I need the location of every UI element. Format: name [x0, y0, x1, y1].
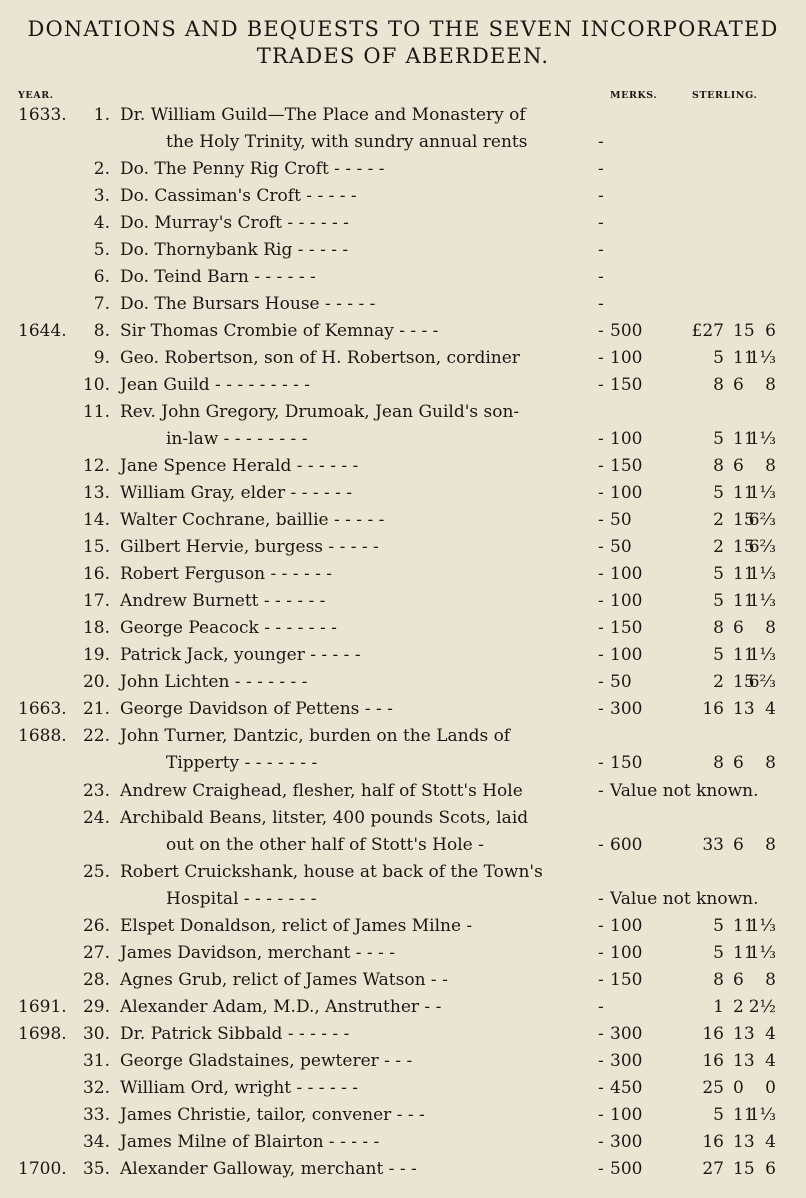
leader-dash: -	[598, 753, 604, 774]
entry-number: 23.	[82, 780, 110, 801]
merks-value: 100	[610, 942, 643, 963]
table-row	[0, 534, 806, 561]
entry-number: 34.	[82, 1131, 110, 1152]
shillings-value: 11	[733, 591, 755, 612]
pence-value: 6	[765, 321, 776, 342]
entry-number: 11.	[82, 402, 110, 423]
pounds-value: 16	[702, 1131, 724, 1152]
merks-value: 100	[610, 483, 643, 504]
merks-value: 150	[610, 375, 643, 396]
leader-dash: -	[598, 672, 604, 693]
donor-description: in-law - - - - - - - -	[166, 429, 308, 450]
pounds-value: 8	[713, 618, 724, 639]
donor-description: Jane Spence Herald - - - - - -	[120, 456, 359, 477]
title-line-2: TRADES OF ABERDEEN.	[256, 44, 550, 68]
pence-value: 6⅔	[748, 537, 776, 558]
table-row	[0, 967, 806, 994]
donor-description: Robert Ferguson - - - - - -	[120, 564, 333, 585]
year-cell: 1691.	[18, 996, 67, 1017]
table-row	[0, 453, 806, 480]
merks-value: 100	[610, 564, 643, 585]
pence-value: 8	[765, 969, 776, 990]
table-row	[0, 940, 806, 967]
table-row	[0, 1048, 806, 1075]
entry-number: 5.	[93, 240, 110, 261]
table-row	[0, 994, 806, 1021]
leader-dash: -	[598, 429, 604, 450]
entry-number: 16.	[82, 564, 110, 585]
donor-description: Archibald Beans, litster, 400 pounds Scots, laid	[120, 807, 529, 828]
pounds-value: 5	[713, 1104, 724, 1125]
pounds-value: 2	[713, 537, 724, 558]
merks-value: 150	[610, 753, 643, 774]
donor-description: Andrew Craighead, flesher, half of Stott's Hole	[120, 780, 523, 801]
pounds-value: 27	[702, 1158, 724, 1179]
leader-dash: -	[598, 483, 604, 504]
donor-description: Do. Teind Barn - - - - - -	[120, 267, 316, 288]
entry-number: 20.	[82, 672, 110, 693]
leader-dash: -	[598, 780, 604, 801]
pounds-value: 16	[702, 1050, 724, 1071]
donor-description: George Davidson of Pettens - - -	[120, 699, 393, 720]
year-cell: 1688.	[18, 726, 67, 747]
shillings-value: 13	[733, 1023, 755, 1044]
table-row	[0, 1102, 806, 1129]
donor-description: Alexander Galloway, merchant - - -	[120, 1158, 417, 1179]
donor-description: out on the other half of Stott's Hole -	[166, 834, 484, 855]
leader-dash: -	[598, 645, 604, 666]
merks-value: 50	[610, 537, 632, 558]
title-line-1: DONATIONS AND BEQUESTS TO THE SEVEN INCORPORATED	[27, 17, 779, 41]
leader-dash: -	[598, 699, 604, 720]
merks-value: 100	[610, 645, 643, 666]
leader-dash: -	[598, 1104, 604, 1125]
pence-value: 4	[765, 1050, 776, 1071]
entry-number: 30.	[82, 1023, 110, 1044]
pence-value: 8	[765, 753, 776, 774]
table-row	[0, 723, 806, 750]
pounds-value: 5	[713, 915, 724, 936]
donor-description: Walter Cochrane, baillie - - - - -	[120, 510, 385, 531]
donor-description: William Gray, elder - - - - - -	[120, 483, 353, 504]
pounds-value: 16	[702, 699, 724, 720]
merks-value: 150	[610, 969, 643, 990]
pounds-value: 5	[713, 429, 724, 450]
leader-dash: -	[598, 267, 604, 288]
donor-description: James Christie, tailor, convener - - -	[120, 1104, 425, 1125]
donor-description: Jean Guild - - - - - - - - -	[120, 375, 310, 396]
entry-number: 12.	[82, 456, 110, 477]
shillings-value: 15	[733, 672, 755, 693]
shillings-value: 6	[733, 969, 744, 990]
entry-number: 17.	[82, 591, 110, 612]
table-row	[0, 264, 806, 291]
entry-number: 13.	[82, 483, 110, 504]
donor-description: Do. The Bursars House - - - - -	[120, 294, 376, 315]
pence-value: 1⅓	[748, 942, 776, 963]
table-row	[0, 210, 806, 237]
table-row-continuation	[0, 886, 806, 913]
leader-dash: -	[598, 591, 604, 612]
shillings-value: 13	[733, 1050, 755, 1071]
table-row	[0, 642, 806, 669]
pounds-value: £27	[691, 321, 724, 342]
donor-description: Gilbert Hervie, burgess - - - - -	[120, 537, 379, 558]
donor-description: Dr. Patrick Sibbald - - - - - -	[120, 1023, 350, 1044]
table-row-continuation	[0, 426, 806, 453]
leader-dash: -	[598, 375, 604, 396]
shillings-value: 0	[733, 1077, 744, 1098]
table-row	[0, 318, 806, 345]
table-row	[0, 561, 806, 588]
pence-value: 8	[765, 456, 776, 477]
donor-description: George Peacock - - - - - - -	[120, 618, 337, 639]
table-row	[0, 291, 806, 318]
shillings-value: 15	[733, 537, 755, 558]
table-row	[0, 480, 806, 507]
pounds-value: 5	[713, 483, 724, 504]
leader-dash: -	[598, 186, 604, 207]
pence-value: 6⅔	[748, 672, 776, 693]
pounds-value: 1	[713, 996, 724, 1017]
year-column-header: YEAR.	[18, 90, 54, 101]
donor-description: John Turner, Dantzic, burden on the Lands of	[120, 726, 511, 747]
table-row	[0, 399, 806, 426]
donor-description: Tipperty - - - - - - -	[166, 753, 318, 774]
donor-description: William Ord, wright - - - - - -	[120, 1077, 358, 1098]
pounds-value: 2	[713, 672, 724, 693]
merks-value: 450	[610, 1077, 643, 1098]
sterling-column-header: STERLING.	[692, 90, 758, 101]
entry-number: 27.	[82, 942, 110, 963]
entry-number: 18.	[82, 618, 110, 639]
pence-value: 1⅓	[748, 645, 776, 666]
year-cell: 1644.	[18, 321, 67, 342]
entry-number: 28.	[82, 969, 110, 990]
pence-value: 8	[765, 375, 776, 396]
table-row-continuation	[0, 750, 806, 777]
donor-description: James Milne of Blairton - - - - -	[120, 1131, 380, 1152]
pence-value: 1⅓	[748, 348, 776, 369]
pence-value: 0	[765, 1077, 776, 1098]
leader-dash: -	[598, 969, 604, 990]
table-row-continuation	[0, 129, 806, 156]
leader-dash: -	[598, 1023, 604, 1044]
donor-description: Agnes Grub, relict of James Watson - -	[120, 969, 448, 990]
shillings-value: 11	[733, 1104, 755, 1125]
table-row	[0, 345, 806, 372]
pounds-value: 33	[702, 834, 724, 855]
table-row	[0, 1075, 806, 1102]
year-cell: 1633.	[18, 105, 67, 125]
year-cell: 1700.	[18, 1158, 67, 1179]
entry-number: 31.	[82, 1050, 110, 1071]
shillings-value: 11	[733, 483, 755, 504]
pence-value: 4	[765, 1131, 776, 1152]
entry-number: 21.	[82, 699, 110, 720]
donor-description: Do. Murray's Croft - - - - - -	[120, 213, 349, 234]
value-note: Value not known.	[610, 780, 759, 801]
entry-number: 35.	[82, 1158, 110, 1179]
pounds-value: 16	[702, 1023, 724, 1044]
leader-dash: -	[598, 888, 604, 909]
shillings-value: 15	[733, 321, 755, 342]
merks-value: 100	[610, 348, 643, 369]
entry-number: 24.	[82, 807, 110, 828]
donor-description: John Lichten - - - - - - -	[120, 672, 308, 693]
donor-description: James Davidson, merchant - - - -	[120, 942, 395, 963]
merks-value: 50	[610, 672, 632, 693]
pounds-value: 5	[713, 564, 724, 585]
page-title	[0, 16, 806, 70]
donor-description: Do. The Penny Rig Croft - - - - -	[120, 159, 385, 180]
donor-description: Alexander Adam, M.D., Anstruther - -	[120, 996, 442, 1017]
pence-value: 1⅓	[748, 564, 776, 585]
leader-dash: -	[598, 834, 604, 855]
donor-description: Sir Thomas Crombie of Kemnay - - - -	[120, 321, 439, 342]
leader-dash: -	[598, 510, 604, 531]
shillings-value: 6	[733, 456, 744, 477]
merks-value: 500	[610, 321, 643, 342]
pence-value: 8	[765, 834, 776, 855]
entry-number: 33.	[82, 1104, 110, 1125]
merks-column-header: MERKS.	[610, 90, 658, 101]
table-row	[0, 913, 806, 940]
pounds-value: 25	[702, 1077, 724, 1098]
merks-value: 100	[610, 1104, 643, 1125]
entry-number: 25.	[82, 861, 110, 882]
leader-dash: -	[598, 942, 604, 963]
shillings-value: 15	[733, 1158, 755, 1179]
entry-number: 32.	[82, 1077, 110, 1098]
pounds-value: 8	[713, 753, 724, 774]
pence-value: 1⅓	[748, 915, 776, 936]
entry-number: 1.	[93, 105, 110, 125]
shillings-value: 6	[733, 753, 744, 774]
shillings-value: 11	[733, 942, 755, 963]
merks-value: 300	[610, 1131, 643, 1152]
entry-number: 10.	[82, 375, 110, 396]
shillings-value: 11	[733, 915, 755, 936]
entry-number: 7.	[93, 294, 110, 315]
table-row	[0, 615, 806, 642]
pounds-value: 5	[713, 348, 724, 369]
pounds-value: 2	[713, 510, 724, 531]
pounds-value: 5	[713, 591, 724, 612]
pence-value: 6⅔	[748, 510, 776, 531]
merks-value: 100	[610, 591, 643, 612]
leader-dash: -	[598, 618, 604, 639]
donor-description: Rev. John Gregory, Drumoak, Jean Guild's son-	[120, 402, 520, 423]
entry-number: 19.	[82, 645, 110, 666]
leader-dash: -	[598, 348, 604, 369]
shillings-value: 15	[733, 510, 755, 531]
table-row	[0, 1156, 806, 1183]
entry-number: 6.	[93, 267, 110, 288]
shillings-value: 6	[733, 375, 744, 396]
table-row	[0, 1021, 806, 1048]
merks-value: 500	[610, 1158, 643, 1179]
table-row	[0, 1129, 806, 1156]
leader-dash: -	[598, 456, 604, 477]
table-row	[0, 102, 806, 129]
table-row	[0, 859, 806, 886]
shillings-value: 11	[733, 645, 755, 666]
table-row	[0, 156, 806, 183]
pence-value: 6	[765, 1158, 776, 1179]
entry-number: 15.	[82, 537, 110, 558]
pence-value: 1⅓	[748, 591, 776, 612]
merks-value: 600	[610, 834, 643, 855]
leader-dash: -	[598, 996, 604, 1017]
pounds-value: 8	[713, 969, 724, 990]
donor-description: Do. Thornybank Rig - - - - -	[120, 240, 349, 261]
donor-description: Geo. Robertson, son of H. Robertson, cordiner	[120, 348, 520, 369]
entry-number: 8.	[93, 321, 110, 342]
value-note: Value not known.	[610, 888, 759, 909]
shillings-value: 11	[733, 429, 755, 450]
merks-value: 50	[610, 510, 632, 531]
donor-description: Robert Cruickshank, house at back of the Town's	[120, 861, 543, 882]
entry-number: 22.	[82, 726, 110, 747]
pounds-value: 5	[713, 942, 724, 963]
pounds-value: 8	[713, 456, 724, 477]
leader-dash: -	[598, 132, 604, 153]
leader-dash: -	[598, 321, 604, 342]
donor-description: Andrew Burnett - - - - - -	[120, 591, 326, 612]
entry-number: 26.	[82, 915, 110, 936]
table-row	[0, 507, 806, 534]
pence-value: 8	[765, 618, 776, 639]
leader-dash: -	[598, 915, 604, 936]
entry-number: 9.	[93, 348, 110, 369]
merks-value: 300	[610, 699, 643, 720]
donor-description: Hospital - - - - - - -	[166, 888, 317, 909]
merks-value: 150	[610, 618, 643, 639]
leader-dash: -	[598, 240, 604, 261]
table-row	[0, 805, 806, 832]
donor-description: Patrick Jack, younger - - - - -	[120, 645, 361, 666]
pounds-value: 5	[713, 645, 724, 666]
donor-description: Do. Cassiman's Croft - - - - -	[120, 186, 357, 207]
table-row	[0, 372, 806, 399]
entry-number: 14.	[82, 510, 110, 531]
leader-dash: -	[598, 564, 604, 585]
shillings-value: 13	[733, 699, 755, 720]
pence-value: 1⅓	[748, 483, 776, 504]
pence-value: 4	[765, 1023, 776, 1044]
shillings-value: 6	[733, 618, 744, 639]
entry-number: 2.	[93, 159, 110, 180]
pence-value: 2½	[748, 996, 776, 1017]
pence-value: 4	[765, 699, 776, 720]
leader-dash: -	[598, 1077, 604, 1098]
leader-dash: -	[598, 1131, 604, 1152]
table-row	[0, 669, 806, 696]
table-row-continuation	[0, 832, 806, 859]
entry-number: 29.	[82, 996, 110, 1017]
pence-value: 1⅓	[748, 1104, 776, 1125]
table-row	[0, 696, 806, 723]
entry-number: 4.	[93, 213, 110, 234]
leader-dash: -	[598, 159, 604, 180]
table-row	[0, 183, 806, 210]
donor-description: the Holy Trinity, with sundry annual rents	[166, 132, 528, 153]
shillings-value: 11	[733, 564, 755, 585]
merks-value: 150	[610, 456, 643, 477]
table-row	[0, 778, 806, 805]
entry-number: 3.	[93, 186, 110, 207]
pence-value: 1⅓	[748, 429, 776, 450]
year-cell: 1698.	[18, 1023, 67, 1044]
leader-dash: -	[598, 1158, 604, 1179]
shillings-value: 11	[733, 348, 755, 369]
year-cell: 1663.	[18, 699, 67, 720]
merks-value: 300	[610, 1050, 643, 1071]
leader-dash: -	[598, 1050, 604, 1071]
shillings-value: 6	[733, 834, 744, 855]
donor-description: Dr. William Guild—The Place and Monastery of	[120, 105, 526, 125]
donor-description: George Gladstaines, pewterer - - -	[120, 1050, 413, 1071]
leader-dash: -	[598, 294, 604, 315]
merks-value: 100	[610, 429, 643, 450]
donor-description: Elspet Donaldson, relict of James Milne -	[120, 915, 473, 936]
merks-value: 300	[610, 1023, 643, 1044]
leader-dash: -	[598, 537, 604, 558]
leader-dash: -	[598, 213, 604, 234]
merks-value: 100	[610, 915, 643, 936]
table-row	[0, 588, 806, 615]
shillings-value: 2	[733, 996, 744, 1017]
pounds-value: 8	[713, 375, 724, 396]
table-row	[0, 237, 806, 264]
shillings-value: 13	[733, 1131, 755, 1152]
